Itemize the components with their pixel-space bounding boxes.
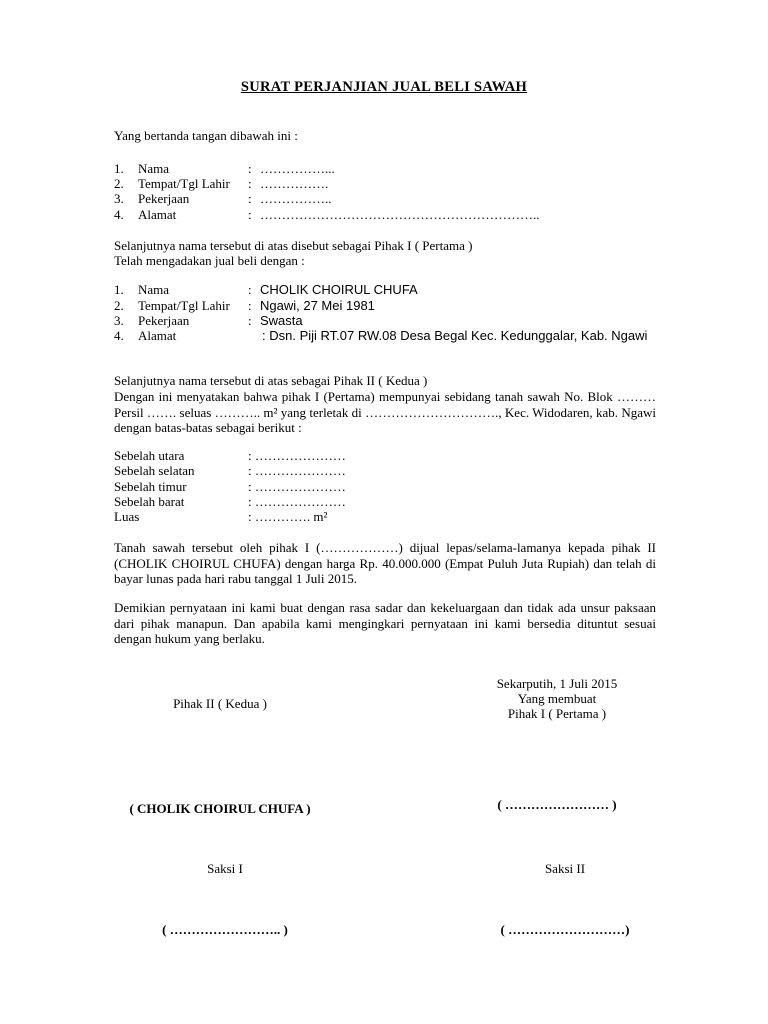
transaction-intro: Telah mengadakan jual beli dengan : (114, 253, 305, 268)
party2-address-value: : Dsn. Piji RT.07 RW.08 Desa Begal Kec. Kedunggalar, Kab. Ngawi (262, 328, 648, 343)
party2-signature-name: ( CHOLIK CHOIRUL CHUFA ) (129, 801, 311, 816)
party1-signature-name: ( …………………… ) (497, 797, 617, 812)
document-page: SURAT PERJANJIAN JUAL BELI SAWAH Yang bertanda tangan dibawah ini : 1. Nama : ……………... 2. Tempat/Tgl Lahir : ……………. 3. Pekerjaan : …………….. 4. Alamat : ……………………………………………………….. Selanjutnya nama tersebut di atas disebut sebagai Pihak I ( Pertama ) Telah mengadakan jual beli dengan : 1. Nama : CHOLIK CHOIRUL CHUFA 2. Tempat/Tgl Lahir : Ngawi, 27 Mei 1981 3. Pekerjaan : Swasta 4. Alamat : Dsn. Piji RT.07 RW.08 Desa Begal Kec. Kedunggalar, Kab. Ngawi Selanjutnya nama tersebut di atas sebagai Pihak II ( Kedua ) Dengan ini menyatakan bahwa pihak I (Pertama) mempunyai sebidang tanah sawah No. Blok ……… Persil ……. seluas ……….. m² yang terletak di …………………………., Kec. Widodaren, kab. Ngawi dengan batas-batas sebagai berikut : Sebelah utara : ………………… Sebelah selatan : ………………… Sebelah timur : ………………… Sebelah barat : ………………… Luas : …………. m² Tanah sawah tersebut oleh pihak I (………………) dijual lepas/selama-lamanya kepada pihak II (CHOLIK CHOIRUL CHUFA) dengan harga Rp. 40.000.000 (Empat Puluh Juta Rupiah) dan telah di bayar lunas pada hari rabu tanggal 1 Juli 2015. Demikian pernyataan ini kami buat dengan rasa sadar dan kekeluargaan dan tidak ada unsur paksaan dari pihak manapun. Dan apabila kami mengingkari pernyataan ini kami bersedia dituntut sesuai dengan hukum yang berlaku. Sekarputih, 1 Juli 2015 Yang membuat Pihak I ( Pertama ) Pihak II ( Kedua ) ( CHOLIK CHOIRUL CHUFA ) ( …………………… ) Saksi I Saksi II ( …………………….. ) ( ………………………) (0, 0, 768, 1024)
witness1-label: Saksi I (207, 861, 243, 876)
maker-label: Yang membuat (517, 691, 597, 706)
closing-paragraph: Demikian pernyataan ini kami buat dengan rasa sadar dan kekeluargaan dan tidak ada unsur paksaan dari pihak manapun. Dan apabila kami mengingkari pernyataan ini kami bersedia dituntut sesuai dengan hukum yang berlaku. (114, 600, 656, 646)
party1-note: Selanjutnya nama tersebut di atas disebut sebagai Pihak I ( Pertama ) (114, 238, 473, 253)
sale-paragraph: Tanah sawah tersebut oleh pihak I (………………) dijual lepas/selama-lamanya kepada pihak II (CHOLIK CHOIRUL CHUFA) dengan harga Rp. 40.000.000 (Empat Puluh Juta Rupiah) dan telah di bayar lunas pada hari rabu tanggal 1 Juli 2015. (114, 540, 656, 586)
document-title: SURAT PERJANJIAN JUAL BELI SAWAH (240, 79, 528, 95)
place-date: Sekarputih, 1 Juli 2015 (496, 676, 618, 691)
witness2-label: Saksi II (544, 861, 586, 876)
witness2-signature-name: ( ………………………) (500, 922, 630, 937)
party1-signature-label: Pihak I ( Pertama ) (507, 706, 607, 721)
intro-text: Yang bertanda tangan dibawah ini : (114, 128, 298, 143)
party2-note: Selanjutnya nama tersebut di atas sebagai Pihak II ( Kedua ) (114, 373, 428, 388)
party2-signature-label: Pihak II ( Kedua ) (173, 696, 267, 711)
witness1-signature-name: ( …………………….. ) (162, 922, 288, 937)
land-statement: Dengan ini menyatakan bahwa pihak I (Pertama) mempunyai sebidang tanah sawah No. Blok ……… Persil ……. seluas ……….. m² yang terletak di …………………………., Kec. Widodaren, kab. Ngawi dengan batas-batas sebagai berikut : (114, 389, 656, 435)
